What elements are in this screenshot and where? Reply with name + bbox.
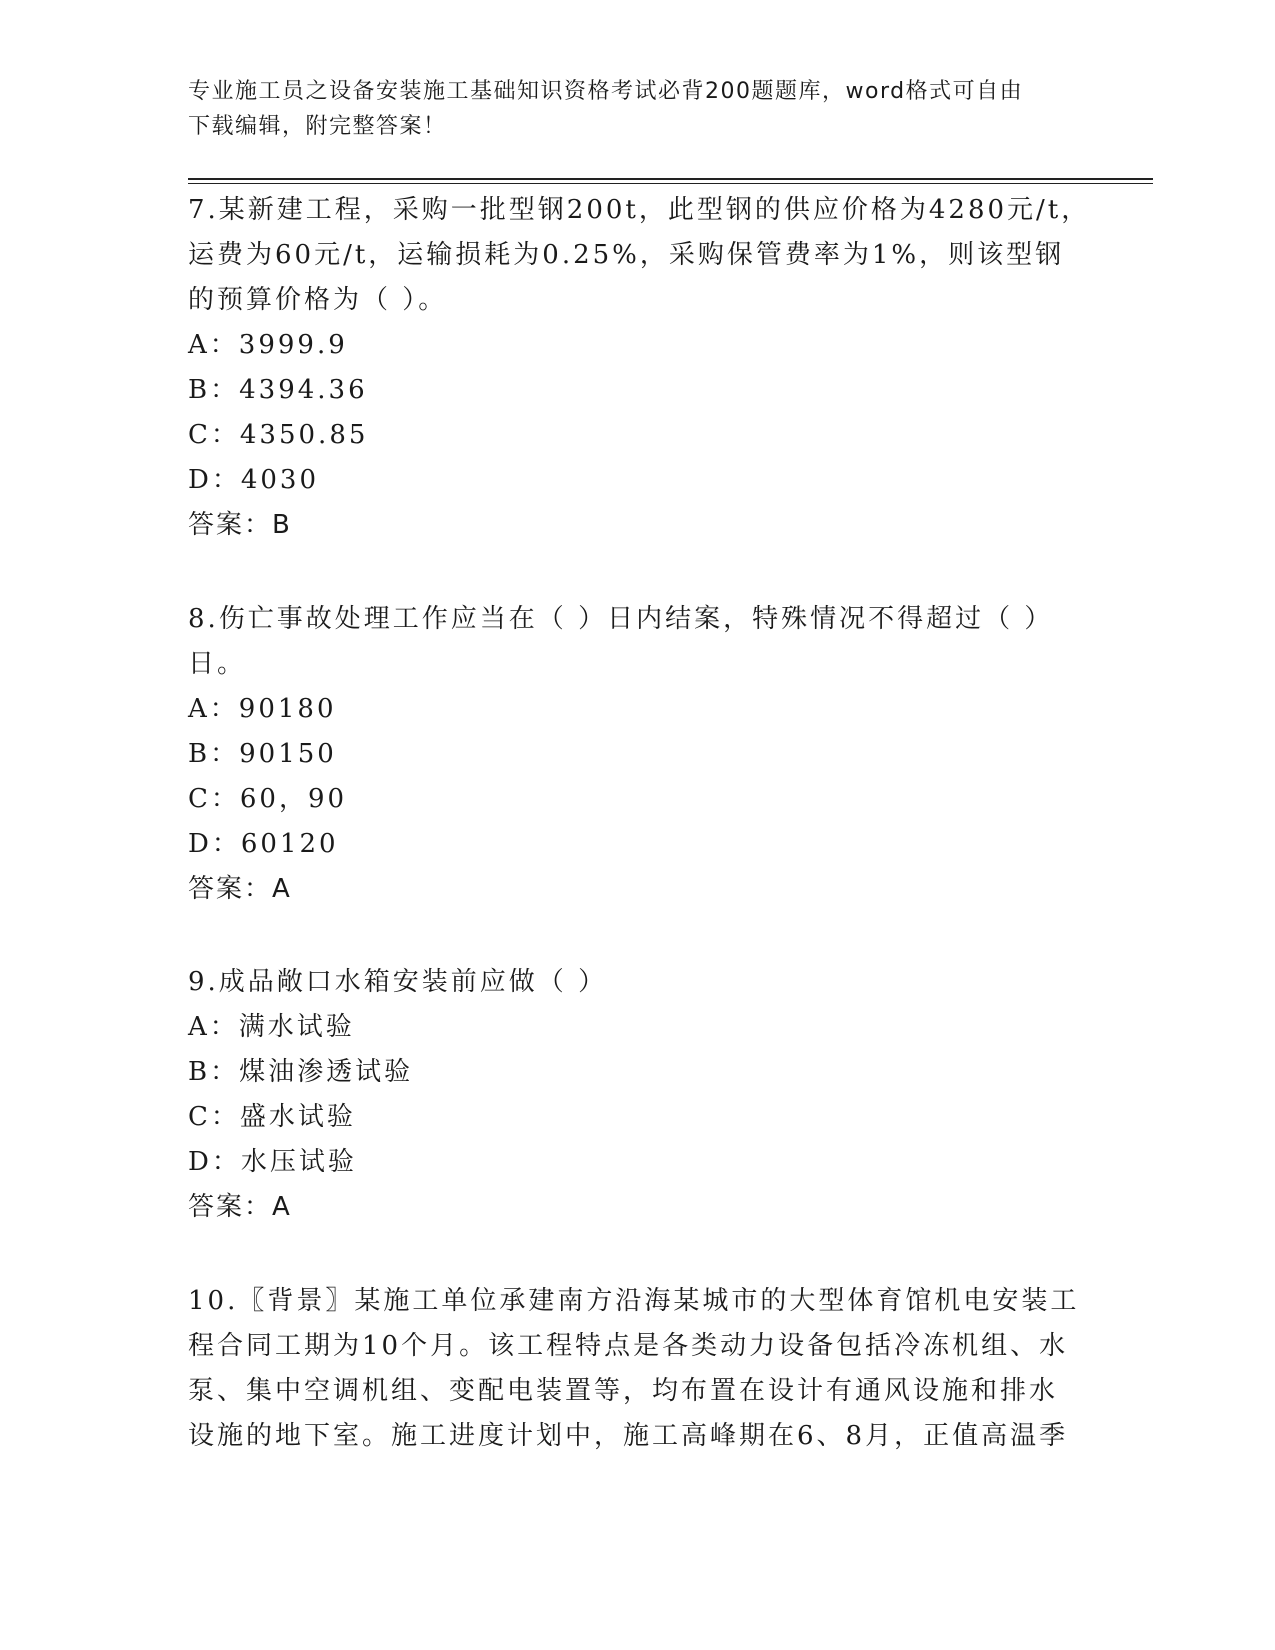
option-a: A：90180 bbox=[188, 694, 337, 724]
question-9 bbox=[188, 960, 1088, 1230]
question-8 bbox=[188, 597, 1088, 912]
question-text-line: 的预算价格为（ ）。 bbox=[188, 285, 448, 315]
option-b: B：90150 bbox=[188, 739, 337, 769]
question-7 bbox=[188, 188, 1091, 548]
question-text-line: 9.成品敞口水箱安装前应做（ ） bbox=[188, 967, 608, 997]
question-text-line: 7.某新建工程，采购一批型钢200t，此型钢的供应价格为4280元/t， bbox=[188, 195, 1091, 225]
option-d: D：60120 bbox=[188, 829, 339, 859]
question-text-line: 程合同工期为10个月。该工程特点是各类动力设备包括冷冻机组、水 bbox=[188, 1331, 1069, 1361]
option-d: D：4030 bbox=[188, 465, 320, 495]
header-line-2: 下载编辑，附完整答案！ bbox=[188, 114, 447, 139]
option-c: C：盛水试验 bbox=[188, 1102, 356, 1132]
option-d: D：水压试验 bbox=[188, 1147, 357, 1177]
option-a: A：3999.9 bbox=[188, 330, 348, 360]
header-divider-thin bbox=[188, 183, 1153, 184]
question-text-line: 8.伤亡事故处理工作应当在（ ）日内结案，特殊情况不得超过（ ） bbox=[188, 604, 1054, 634]
header-divider-thick bbox=[188, 178, 1153, 180]
answer-line: 答案：A bbox=[188, 874, 292, 904]
option-c: C：60，90 bbox=[188, 784, 348, 814]
question-10 bbox=[188, 1279, 1088, 1459]
question-text-line: 10.〖背景〗某施工单位承建南方沿海某城市的大型体育馆机电安装工 bbox=[188, 1286, 1080, 1316]
question-text-line: 日。 bbox=[188, 649, 247, 679]
answer-line: 答案：B bbox=[188, 510, 292, 540]
option-b: B：煤油渗透试验 bbox=[188, 1057, 414, 1087]
header-line-1: 专业施工员之设备安装施工基础知识资格考试必背200题题库，word格式可自由 bbox=[188, 79, 1024, 104]
question-text-line: 泵、集中空调机组、变配电装置等，均布置在设计有通风设施和排水 bbox=[188, 1376, 1059, 1406]
answer-line: 答案：A bbox=[188, 1192, 292, 1222]
option-b: B：4394.36 bbox=[188, 375, 368, 405]
option-a: A：满水试验 bbox=[188, 1012, 355, 1042]
question-text-line: 设施的地下室。施工进度计划中，施工高峰期在6、8月，正值高温季 bbox=[188, 1421, 1069, 1451]
document-header bbox=[188, 74, 1068, 144]
question-text-line: 运费为60元/t，运输损耗为0.25%，采购保管费率为1%，则该型钢 bbox=[188, 240, 1065, 270]
option-c: C：4350.85 bbox=[188, 420, 369, 450]
